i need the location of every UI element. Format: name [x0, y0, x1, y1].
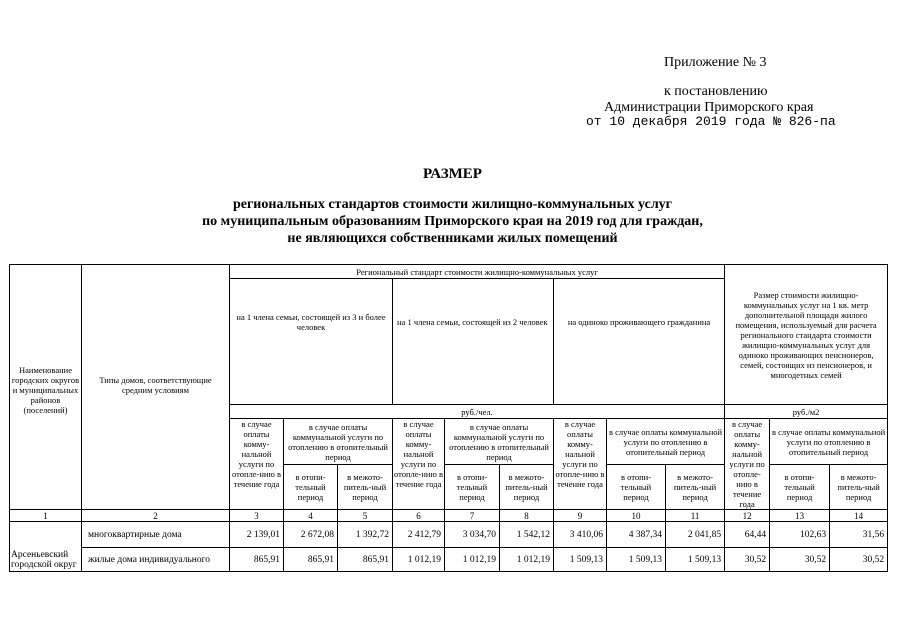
value-cell: 30,52 — [725, 548, 770, 572]
value-cell: 2 672,08 — [284, 522, 338, 548]
document-subtitle-line-3: не являющихся собственниками жилых помещений — [287, 231, 618, 246]
value-cell: 2 139,01 — [230, 522, 284, 548]
value-cell: 1 392,72 — [338, 522, 393, 548]
season-1: в отопи-тельный период — [284, 465, 338, 510]
column-number: 5 — [338, 510, 393, 522]
column-number: 11 — [666, 510, 725, 522]
unit-per-person: руб./чел. — [230, 405, 725, 419]
case-year-3: в случае оплаты комму-нальной услуги по отопле-нию в течение года — [554, 419, 607, 510]
column-number: 7 — [445, 510, 500, 522]
value-cell: 4 387,34 — [607, 522, 666, 548]
table-row — [10, 548, 888, 572]
case-year-1: в случае оплаты комму-нальной услуги по отопле-нию в течение года — [230, 419, 284, 510]
document-subtitle-line-1: региональных стандартов стоимости жилищно-коммунальных услуг — [232, 197, 673, 212]
column-number: 14 — [830, 510, 888, 522]
house-type: многоквартирные дома — [82, 522, 230, 548]
value-cell: 64,44 — [725, 522, 770, 548]
case-year-2: в случае оплаты комму-нальной услуги по отопле-нию в течение года — [393, 419, 445, 510]
value-cell: 31,56 — [830, 522, 888, 548]
case-season-2: в случае оплаты коммунальной услуги по отоплению в отопительный период — [445, 419, 554, 465]
column-number: 1 — [10, 510, 82, 522]
case-season-4: в случае оплаты коммунальной услуги по отоплению в отопительный период — [770, 419, 888, 465]
offseason-3: в межото-питель-ный период — [666, 465, 725, 510]
municipality-name: Арсеньевский городской округ — [10, 522, 82, 572]
col-header-municipality: Наименование городских округов и муниципальных районов (поселений) — [10, 265, 82, 510]
column-number: 4 — [284, 510, 338, 522]
value-cell: 102,63 — [770, 522, 830, 548]
value-cell: 2 412,79 — [393, 522, 445, 548]
value-cell: 3 034,70 — [445, 522, 500, 548]
value-cell: 1 012,19 — [393, 548, 445, 572]
value-cell: 865,91 — [338, 548, 393, 572]
value-cell: 1 542,12 — [500, 522, 554, 548]
offseason-1: в межото-питель-ный период — [338, 465, 393, 510]
header-single: на одиноко проживающего гражданина — [554, 279, 725, 405]
column-number: 6 — [393, 510, 445, 522]
column-number: 9 — [554, 510, 607, 522]
appendix-resolution-line: к постановлению — [664, 84, 768, 99]
offseason-2: в межото-питель-ный период — [500, 465, 554, 510]
table-row — [10, 522, 888, 548]
value-cell: 1 509,13 — [554, 548, 607, 572]
document-title: РАЗМЕР — [423, 166, 482, 182]
value-cell: 3 410,06 — [554, 522, 607, 548]
appendix-administration: Администрации Приморского края — [604, 100, 814, 115]
column-number: 2 — [82, 510, 230, 522]
document-subtitle-line-2: по муниципальным образованиям Приморского края на 2019 год для граждан, — [202, 214, 703, 229]
unit-per-m2: руб./м2 — [725, 405, 888, 419]
header-family-3: на 1 члена семьи, состоящей из 3 и более человек — [230, 279, 393, 405]
value-cell: 1 509,13 — [607, 548, 666, 572]
standards-table — [9, 264, 888, 572]
case-season-1: в случае оплаты коммунальной услуги по отоплению в отопительный период — [284, 419, 393, 465]
column-number: 10 — [607, 510, 666, 522]
value-cell: 1 012,19 — [500, 548, 554, 572]
season-3: в отопи-тельный период — [607, 465, 666, 510]
value-cell: 30,52 — [770, 548, 830, 572]
appendix-number: Приложение № 3 — [664, 55, 767, 70]
column-number: 12 — [725, 510, 770, 522]
col-header-house-type: Типы домов, соответствующие средним условиям — [82, 265, 230, 510]
value-cell: 2 041,85 — [666, 522, 725, 548]
column-number: 3 — [230, 510, 284, 522]
case-year-4: в случае оплаты комму-нальной услуги по отопле-нию в течение года — [725, 419, 770, 510]
value-cell: 865,91 — [230, 548, 284, 572]
value-cell: 865,91 — [284, 548, 338, 572]
season-2: в отопи-тельный период — [445, 465, 500, 510]
header-family-2: на 1 члена семьи, состоящей из 2 человек — [393, 279, 554, 405]
column-number: 8 — [500, 510, 554, 522]
season-4: в отопи-тельный период — [770, 465, 830, 510]
column-number: 13 — [770, 510, 830, 522]
col-header-extra-area: Размер стоимости жилищно-коммунальных услуг на 1 кв. метр дополнительной площади жилого помещения, используемый для расчета регионального стандарта стоимости жилищно-коммунальных услуг для одиноко проживающих пенсионеров, семей, состоящих из пенсионеров, и многодетных семей — [725, 265, 888, 405]
column-number-row — [10, 510, 888, 522]
offseason-4: в межото-питель-ный период — [830, 465, 888, 510]
house-type: жилые дома индивидуального — [82, 548, 230, 572]
group-header-standard: Региональный стандарт стоимости жилищно-коммунальных услуг — [230, 265, 725, 279]
value-cell: 1 012,19 — [445, 548, 500, 572]
value-cell: 30,52 — [830, 548, 888, 572]
appendix-date-number: от 10 декабря 2019 года № 826-па — [586, 114, 836, 129]
value-cell: 1 509,13 — [666, 548, 725, 572]
case-season-3: в случае оплаты коммунальной услуги по отоплению в отопительный период — [607, 419, 725, 465]
